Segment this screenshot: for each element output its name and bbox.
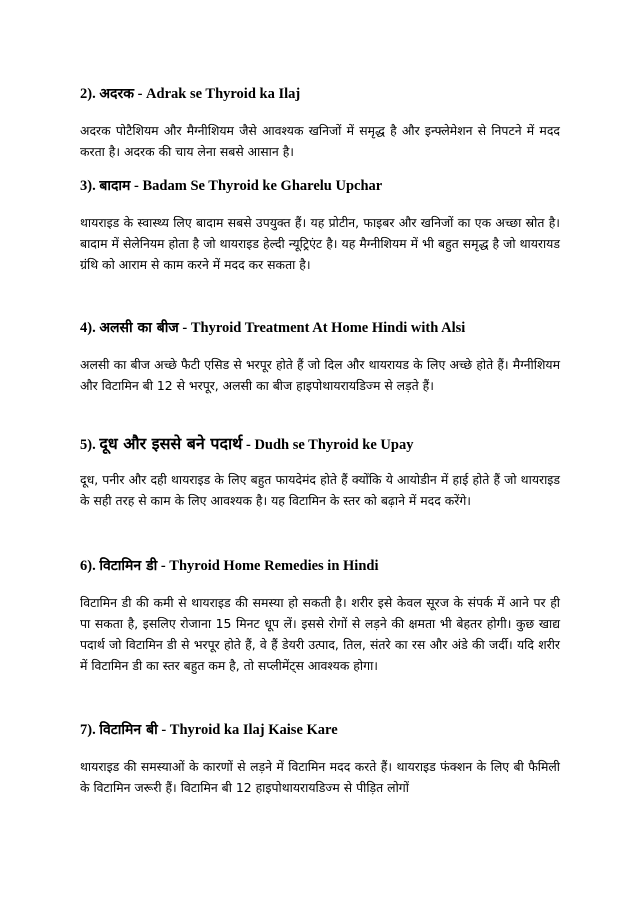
section-vitamin-b [80, 720, 560, 798]
section-badam [80, 176, 560, 275]
section-number: 4). [80, 320, 96, 336]
section-separator: - [157, 722, 170, 738]
section-hindi-title: दूध और इससे बने पदार्थ [99, 434, 243, 453]
section-number: 6). [80, 558, 96, 574]
section-heading [80, 318, 560, 338]
section-hindi-title: विटामिन डी [99, 558, 158, 574]
section-separator: - [133, 86, 147, 102]
section-alsi [80, 318, 560, 396]
section-separator: - [242, 437, 255, 453]
section-english-title: Adrak se Thyroid ka Ilaj [146, 86, 301, 102]
section-dudh [80, 434, 560, 511]
section-body: थायराइड के स्वास्थ्य लिए बादाम सबसे उपयुक्त हैं। यह प्रोटीन, फाइबर और खनिजों का एक अच्छा स्रोत है। बादाम में सेलेनियम होता है जो थायराइड हेल्दी न्यूट्रिएंट है। यह मैग्नीशियम में भी बहुत समृद्ध है जो थायरायड ग्रंथि को आराम से काम करने में मदद कर सकता है। [80, 215, 560, 272]
section-english-title: Thyroid Treatment At Home Hindi with Alsi [190, 320, 466, 336]
section-separator: - [130, 178, 143, 194]
section-number: 5). [80, 437, 96, 453]
section-english-title: Dudh se Thyroid ke Upay [254, 437, 414, 453]
section-hindi-title: अदरक [99, 86, 134, 102]
section-body: विटामिन डी की कमी से थायराइड की समस्या हो सकती है। शरीर इसे केवल सूरज के संपर्क में आने पर ही पा सकता है, इसलिए रोजाना 15 मिनट धूप लें। इससे रोगों से लड़ने की क्षमता भी बेहतर होगी। कुछ खाद्य पदार्थ जो विटामिन डी से भरपूर होते हैं, वे हैं डेयरी उत्पाद, तिल, संतरे का रस और अंडे की जर्दी। यदि शरीर में विटामिन डी का स्तर बहुत कम है, तो सप्लीमेंट्स आवश्यक होगा। [80, 595, 560, 673]
section-body: अलसी का बीज अच्छे फैटी एसिड से भरपूर होते हैं जो दिल और थायरायड के लिए अच्छे होते हैं। मैग्नीशियम और विटामिन बी 12 से भरपूर, अलसी का बीज हाइपोथायरायडिज्म से लड़ते हैं। [80, 357, 560, 393]
section-adrak [80, 84, 560, 162]
section-hindi-title: अलसी का बीज [99, 320, 179, 336]
section-heading [80, 84, 560, 104]
section-number: 7). [80, 722, 96, 738]
section-number: 2). [80, 86, 96, 102]
section-heading [80, 434, 560, 455]
section-english-title: Badam Se Thyroid ke Gharelu Upchar [142, 178, 383, 194]
section-hindi-title: विटामिन बी [99, 722, 158, 738]
section-heading [80, 176, 560, 196]
section-number: 3). [80, 178, 96, 194]
section-separator: - [157, 558, 170, 574]
section-vitamin-d [80, 556, 560, 676]
section-body: दूध, पनीर और दही थायराइड के लिए बहुत फायदेमंद होते हैं क्योंकि ये आयोडीन में हाई होते हैं जो थायराइड के सही तरह से काम के लिए आवश्यक है। यह विटामिन के स्तर को बढ़ाने में मदद करेंगे। [80, 472, 560, 508]
section-body: थायराइड की समस्याओं के कारणों से लड़ने में विटामिन मदद करते हैं। थायराइड फंक्शन के लिए बी फैमिली के विटामिन जरूरी हैं। विटामिन बी 12 हाइपोथायरायडिज्म से पीड़ित लोगों [80, 759, 560, 795]
section-hindi-title: बादाम [99, 178, 131, 194]
section-body: अदरक पोटैशियम और मैग्नीशियम जैसे आवश्यक खनिजों में समृद्ध है और इन्फ्लेमेशन से निपटने में मदद करता है। अदरक की चाय लेना सबसे आसान है। [80, 123, 560, 159]
section-english-title: Thyroid ka Ilaj Kaise Kare [169, 722, 338, 738]
section-separator: - [178, 320, 191, 336]
section-heading [80, 720, 560, 740]
section-english-title: Thyroid Home Remedies in Hindi [169, 558, 379, 574]
section-heading [80, 556, 560, 576]
